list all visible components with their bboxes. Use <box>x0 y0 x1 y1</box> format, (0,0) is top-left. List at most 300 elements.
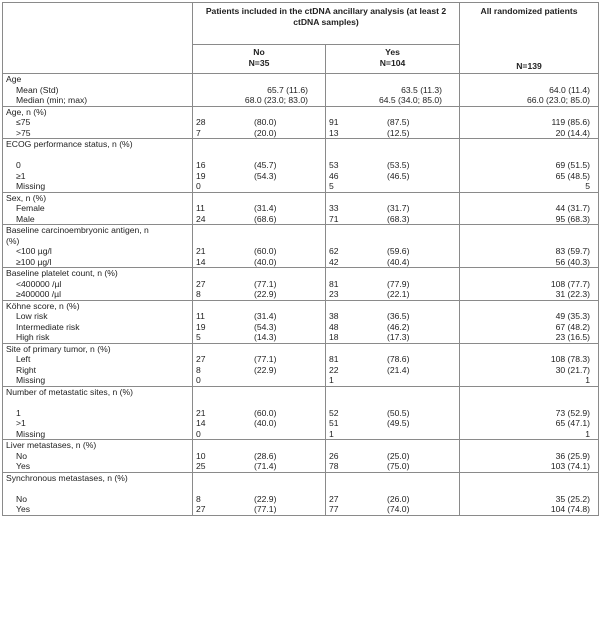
all-value: 103 (74.1) <box>550 461 591 471</box>
percent-value: (20.0) <box>254 127 277 138</box>
section-row <box>3 472 599 515</box>
cell-spacer <box>329 193 456 204</box>
percent-value: (78.6) <box>387 354 410 364</box>
count-value: 38 <box>329 311 339 321</box>
cell-spacer <box>463 301 590 312</box>
cell-spacer <box>196 139 322 150</box>
percent-value: (59.6) <box>387 246 410 256</box>
count-value: 11 <box>196 203 205 213</box>
percent-value: (22.9) <box>254 364 277 375</box>
count-line <box>196 128 322 139</box>
count-line <box>196 322 322 333</box>
count-value: 26 <box>329 450 339 461</box>
count-value: 46 <box>329 170 339 181</box>
stat-line <box>329 95 456 106</box>
section-row <box>3 386 599 440</box>
all-value: 67 (48.2) <box>555 321 591 332</box>
count-value: 27 <box>196 354 206 364</box>
cell-spacer <box>463 268 590 279</box>
count-value: 62 <box>329 246 339 256</box>
section-title: Age <box>6 74 22 84</box>
section-label-cell <box>3 472 193 515</box>
percent-value: (87.5) <box>387 117 410 127</box>
row-label: No <box>16 450 27 461</box>
count-value: 27 <box>196 278 206 289</box>
count-line <box>329 279 456 290</box>
count-line <box>329 451 456 462</box>
row-label: 0 <box>16 160 21 170</box>
percent-value: (17.3) <box>387 332 410 342</box>
percent-value: (77.1) <box>254 278 277 289</box>
count-value: 5 <box>196 332 201 342</box>
no-column-cell <box>193 74 326 107</box>
percent-value <box>387 429 456 440</box>
count-line <box>196 289 322 300</box>
section-label-cell <box>3 386 193 440</box>
section-row <box>3 440 599 473</box>
count-line <box>329 128 456 139</box>
yes-column-cell <box>326 225 460 268</box>
no-column-cell <box>193 225 326 268</box>
all-column-cell <box>460 106 599 139</box>
yes-column-cell <box>326 106 460 139</box>
cell-spacer <box>329 150 456 161</box>
section-title-spacer <box>6 483 189 494</box>
section-title: Baseline carcinoembryonic antigen, n <box>6 225 149 235</box>
all-value: 95 (68.3) <box>555 213 591 224</box>
percent-value: (71.4) <box>254 461 277 471</box>
row-label: Missing <box>16 428 46 439</box>
percent-value: (46.2) <box>387 321 410 332</box>
all-value: 65 (47.1) <box>555 418 591 428</box>
cell-spacer <box>329 268 456 279</box>
count-value: 19 <box>196 170 206 181</box>
row-label: Low risk <box>16 311 48 321</box>
no-column-cell <box>193 139 326 193</box>
count-value: 33 <box>329 203 339 213</box>
all-value: 35 (25.2) <box>555 493 591 504</box>
percent-value: (49.5) <box>387 418 410 428</box>
stat-value: 65.7 (11.6) <box>267 84 308 95</box>
section-row <box>3 225 599 268</box>
count-value: 42 <box>329 256 339 267</box>
header-row-groups <box>3 3 599 45</box>
count-line <box>196 117 322 128</box>
cell-spacer <box>463 150 590 161</box>
percent-value <box>254 429 322 440</box>
count-line <box>196 365 322 376</box>
count-line <box>329 365 456 376</box>
all-value: 83 (59.7) <box>555 246 591 256</box>
row-label: ≥1 <box>16 170 26 181</box>
all-column-cell <box>460 386 599 440</box>
section-title: Synchronous metastases, n (%) <box>6 472 128 483</box>
count-line <box>196 214 322 225</box>
cell-spacer <box>463 397 590 408</box>
count-line <box>196 311 322 322</box>
count-value: 81 <box>329 354 339 364</box>
count-line <box>329 418 456 429</box>
cell-spacer <box>196 397 322 408</box>
all-value: 119 (85.6) <box>551 117 591 127</box>
all-column-cell <box>460 192 599 225</box>
no-column-cell <box>193 268 326 301</box>
all-column-cell <box>460 300 599 343</box>
percent-value: (45.7) <box>254 160 277 170</box>
count-value: 5 <box>329 181 334 191</box>
yes-column-cell <box>326 440 460 473</box>
section-row <box>3 343 599 386</box>
all-column-cell <box>460 268 599 301</box>
section-label-cell <box>3 343 193 386</box>
cell-spacer <box>463 74 590 85</box>
count-value: 21 <box>196 246 206 256</box>
section-label-cell <box>3 192 193 225</box>
yes-column-cell <box>326 268 460 301</box>
percent-value: (36.5) <box>387 311 410 321</box>
section-title: Number of metastatic sites, n (%) <box>6 386 134 397</box>
percent-value <box>254 181 322 192</box>
all-value: 65 (48.5) <box>555 170 591 181</box>
percent-value: (21.4) <box>387 364 410 375</box>
cell-spacer <box>329 440 456 451</box>
yes-column-cell <box>326 300 460 343</box>
no-column-cell <box>193 192 326 225</box>
count-value: 25 <box>196 461 206 471</box>
percent-value: (50.5) <box>387 407 410 418</box>
cell-spacer <box>196 107 322 118</box>
row-label: Left <box>16 354 31 364</box>
all-value: 56 (40.3) <box>555 256 591 267</box>
percent-value <box>387 181 456 192</box>
percent-value: (75.0) <box>387 461 410 471</box>
cell-spacer <box>463 473 590 484</box>
percent-value: (40.4) <box>387 256 410 267</box>
cell-spacer <box>329 236 456 247</box>
count-line <box>196 160 322 171</box>
all-value: 73 (52.9) <box>555 407 591 418</box>
count-value: 19 <box>196 321 206 332</box>
section-title: Liver metastases, n (%) <box>6 440 97 450</box>
cell-spacer <box>463 483 590 494</box>
all-value: 104 (74.8) <box>550 504 591 514</box>
no-column-cell <box>193 440 326 473</box>
cell-spacer <box>196 74 322 85</box>
count-line <box>196 181 322 192</box>
row-label: High risk <box>16 332 50 342</box>
count-value: 14 <box>196 418 206 428</box>
percent-value: (14.3) <box>254 332 277 342</box>
section-row <box>3 106 599 139</box>
count-line <box>329 171 456 182</box>
count-line <box>196 171 322 182</box>
section-title: Köhne score, n (%) <box>6 300 80 311</box>
count-line <box>196 408 322 419</box>
header-all-randomized <box>460 3 599 74</box>
cell-spacer <box>196 193 322 204</box>
section-title-spacer <box>6 150 189 161</box>
row-label: <400000 /µl <box>16 278 62 289</box>
stat-line <box>196 95 322 106</box>
section-row <box>3 192 599 225</box>
row-label: ≤75 <box>16 117 31 127</box>
percent-value: (40.0) <box>254 418 277 428</box>
row-label: >1 <box>16 418 26 428</box>
row-label: <100 µg/l <box>16 246 52 256</box>
section-title-spacer <box>6 397 189 408</box>
yes-column-cell <box>326 386 460 440</box>
count-value: 10 <box>196 450 206 461</box>
header-no-cell <box>193 45 326 74</box>
cell-spacer <box>463 440 590 451</box>
count-value: 13 <box>329 127 339 138</box>
percent-value: (31.7) <box>387 203 410 213</box>
count-line <box>329 117 456 128</box>
count-line <box>196 203 322 214</box>
count-line <box>329 354 456 365</box>
count-line <box>196 246 322 257</box>
all-column-cell <box>460 472 599 515</box>
count-value: 78 <box>329 461 339 471</box>
count-line <box>329 408 456 419</box>
count-value: 71 <box>329 213 339 224</box>
no-column-cell <box>193 472 326 515</box>
percent-value: (77.1) <box>254 504 277 514</box>
stat-value: 64.5 (34.0; 85.0) <box>378 95 443 105</box>
percent-value: (80.0) <box>254 117 277 127</box>
count-value: 48 <box>329 321 339 332</box>
percent-value: (60.0) <box>254 407 277 418</box>
header-included-group <box>193 3 460 45</box>
all-value: 44 (31.7) <box>555 203 591 213</box>
no-column-cell <box>193 386 326 440</box>
count-value: 27 <box>196 504 206 514</box>
cell-spacer <box>463 107 590 118</box>
section-label-cell <box>3 300 193 343</box>
cell-spacer <box>196 301 322 312</box>
all-value: 64.0 (11.4) <box>549 84 591 95</box>
cell-spacer <box>329 139 456 150</box>
all-value: 23 (16.5) <box>555 332 591 342</box>
count-line <box>329 257 456 268</box>
all-value: 36 (25.9) <box>555 450 591 461</box>
count-line <box>196 279 322 290</box>
header-yes-n: N=104 <box>379 57 406 68</box>
no-column-cell <box>193 106 326 139</box>
row-label: Mean (Std) <box>16 84 59 95</box>
percent-value: (60.0) <box>254 246 277 256</box>
section-label-cell <box>3 440 193 473</box>
header-all-label: All randomized patients <box>480 6 578 16</box>
percent-value: (46.5) <box>387 170 410 181</box>
count-line <box>329 429 456 440</box>
count-line <box>329 289 456 300</box>
cell-spacer <box>329 344 456 355</box>
stat-value: 68.0 (23.0; 83.0) <box>244 95 308 105</box>
row-label: Yes <box>16 461 31 471</box>
all-value: 108 (78.3) <box>550 354 591 364</box>
header-all-n: N=139 <box>516 60 542 71</box>
count-value: 8 <box>196 364 201 375</box>
cell-spacer <box>329 107 456 118</box>
all-column-cell <box>460 74 599 107</box>
all-value: 66.0 (23.0; 85.0) <box>526 95 591 105</box>
count-value: 24 <box>196 213 206 224</box>
row-label: Median (min; max) <box>16 95 88 105</box>
row-label: 1 <box>16 407 21 418</box>
section-row <box>3 139 599 193</box>
count-value: 14 <box>196 256 206 267</box>
cell-spacer <box>196 440 322 451</box>
cell-spacer <box>329 397 456 408</box>
all-value: 108 (77.7) <box>550 278 591 289</box>
count-line <box>196 451 322 462</box>
row-label: Missing <box>16 375 46 385</box>
count-line <box>329 375 456 386</box>
cell-spacer <box>196 483 322 494</box>
header-included-group-label: Patients included in the ctDNA ancillary analysis (at least 2 ctDNA samples) <box>205 6 447 27</box>
count-line <box>329 322 456 333</box>
cell-spacer <box>463 387 590 398</box>
row-label: No <box>16 493 27 504</box>
section-title: ECOG performance status, n (%) <box>6 139 133 149</box>
count-line <box>329 246 456 257</box>
section-row <box>3 268 599 301</box>
yes-column-cell <box>326 343 460 386</box>
count-line <box>329 461 456 472</box>
row-label: Yes <box>16 504 31 514</box>
count-value: 21 <box>196 407 206 418</box>
percent-value <box>387 375 456 386</box>
count-value: 51 <box>329 418 339 428</box>
percent-value: (77.1) <box>254 354 277 364</box>
yes-column-cell <box>326 192 460 225</box>
section-title: Site of primary tumor, n (%) <box>6 343 111 354</box>
count-value: 23 <box>329 289 339 299</box>
percent-value: (77.9) <box>387 278 410 289</box>
cell-spacer <box>196 150 322 161</box>
yes-column-cell <box>326 139 460 193</box>
count-line <box>329 504 456 515</box>
count-line <box>329 311 456 322</box>
percent-value: (12.5) <box>387 127 410 138</box>
all-value: 1 <box>585 375 591 385</box>
count-value: 53 <box>329 160 339 170</box>
percent-value: (31.4) <box>254 203 277 213</box>
stat-value: 63.5 (11.3) <box>401 84 443 95</box>
header-no-n: N=35 <box>248 57 270 68</box>
cell-spacer <box>463 139 590 150</box>
row-label: ≥400000 /µl <box>16 289 62 299</box>
count-line <box>196 418 322 429</box>
section-label-cell <box>3 268 193 301</box>
all-value: 49 (35.3) <box>555 311 591 321</box>
percent-value: (22.9) <box>254 289 277 299</box>
percent-value: (22.9) <box>254 493 277 504</box>
cell-spacer <box>329 74 456 85</box>
row-label: Female <box>16 203 45 213</box>
section-row <box>3 300 599 343</box>
section-row <box>3 74 599 107</box>
section-label-cell <box>3 106 193 139</box>
count-line <box>329 214 456 225</box>
all-value: 20 (14.4) <box>555 127 591 138</box>
count-line <box>196 354 322 365</box>
count-value: 0 <box>196 181 201 191</box>
section-title: Baseline platelet count, n (%) <box>6 268 118 278</box>
cell-spacer <box>196 387 322 398</box>
cell-spacer <box>196 344 322 355</box>
section-title: Sex, n (%) <box>6 192 47 203</box>
count-line <box>196 332 322 343</box>
cell-spacer <box>196 473 322 484</box>
section-title-continued: (%) <box>6 235 20 246</box>
count-line <box>196 257 322 268</box>
all-value: 69 (51.5) <box>555 160 591 170</box>
row-label: Intermediate risk <box>16 321 80 332</box>
count-value: 91 <box>329 117 339 127</box>
percent-value: (54.3) <box>254 321 277 332</box>
percent-value: (22.1) <box>387 289 410 299</box>
percent-value: (53.5) <box>387 160 410 170</box>
section-label-cell <box>3 225 193 268</box>
row-label: Male <box>16 213 35 224</box>
all-value: 5 <box>585 181 591 191</box>
cell-spacer <box>329 473 456 484</box>
cell-spacer <box>463 236 590 247</box>
count-value: 11 <box>196 311 205 321</box>
count-line <box>196 504 322 515</box>
count-line <box>196 375 322 386</box>
row-label: Missing <box>16 181 46 191</box>
no-column-cell <box>193 343 326 386</box>
stat-line <box>329 85 456 96</box>
header-blank-cell <box>3 3 193 74</box>
no-column-cell <box>193 300 326 343</box>
count-line <box>329 203 456 214</box>
cell-spacer <box>196 236 322 247</box>
percent-value: (68.6) <box>254 213 277 224</box>
percent-value: (28.6) <box>254 450 277 461</box>
count-value: 7 <box>196 127 201 138</box>
percent-value: (31.4) <box>254 311 277 321</box>
baseline-characteristics-table-container <box>2 2 598 516</box>
percent-value <box>254 375 322 386</box>
all-value: 31 (22.3) <box>555 289 591 299</box>
stat-line <box>196 85 322 96</box>
percent-value: (54.3) <box>254 170 277 181</box>
percent-value: (68.3) <box>387 213 410 224</box>
cell-spacer <box>329 483 456 494</box>
all-column-cell <box>460 440 599 473</box>
all-value: 1 <box>585 428 591 439</box>
cell-spacer <box>329 225 456 236</box>
count-line <box>329 332 456 343</box>
count-line <box>196 429 322 440</box>
cell-spacer <box>329 301 456 312</box>
row-label: >75 <box>16 127 31 138</box>
cell-spacer <box>463 225 590 236</box>
cell-spacer <box>196 268 322 279</box>
header-yes-cell <box>326 45 460 74</box>
count-value: 28 <box>196 117 206 127</box>
count-value: 0 <box>196 428 201 439</box>
row-label: Right <box>16 364 37 375</box>
percent-value: (25.0) <box>387 450 410 461</box>
cell-spacer <box>329 387 456 398</box>
header-yes-label: Yes <box>385 47 400 57</box>
baseline-characteristics-table <box>2 2 599 516</box>
